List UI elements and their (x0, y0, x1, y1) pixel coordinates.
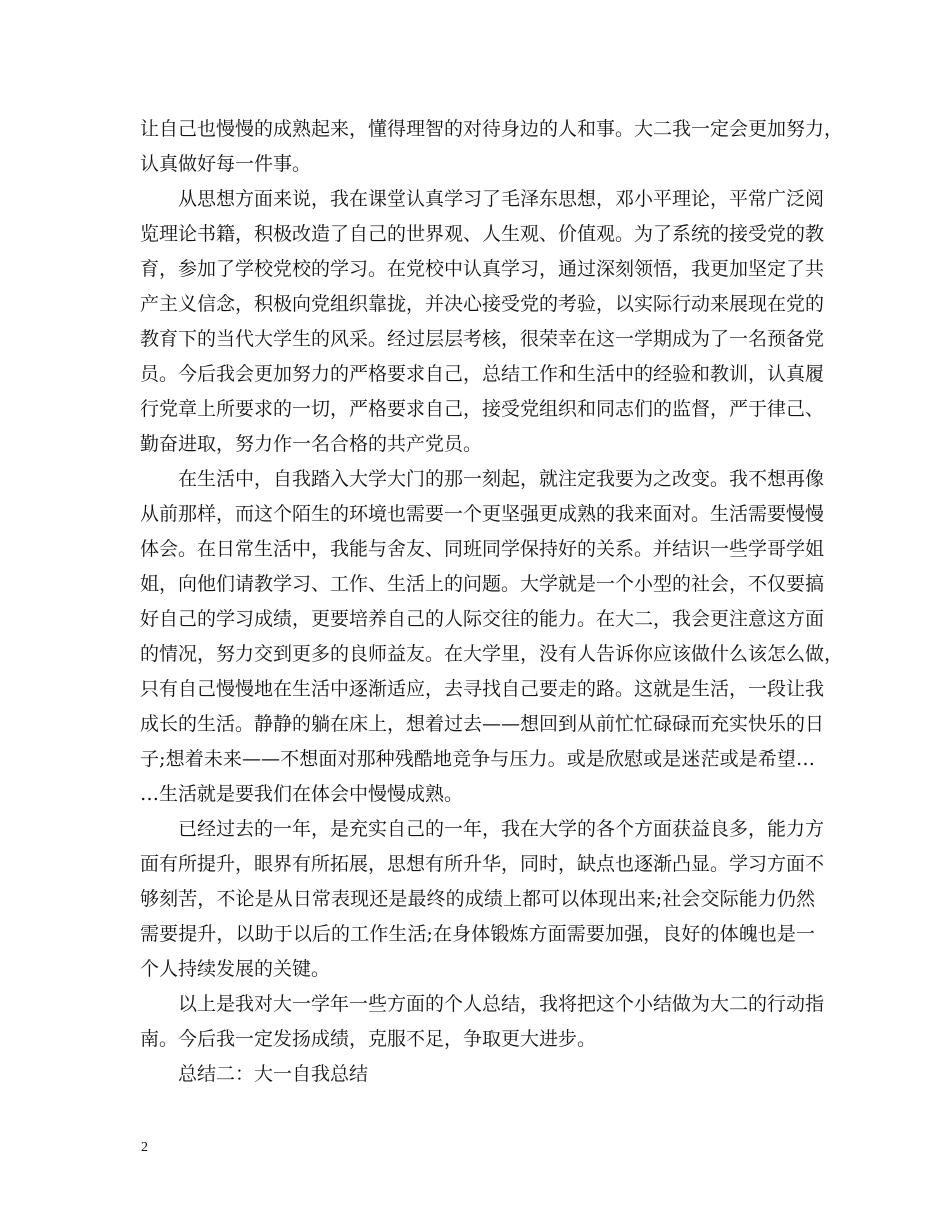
paragraph-start-line: 已经过去的一年，是充实自己的一年，我在大学的各个方面获益良多，能力方 (178, 818, 825, 840)
text-line: 南。今后我一定发扬成绩，克服不足，争取更大进步。 (140, 1028, 597, 1050)
text-line: 的情况，努力交到更多的良师益友。在大学里，没有人告诉你应该做什么该怎么做， (140, 643, 844, 665)
paragraph-start-line: 以上是我对大一学年一些方面的个人总结，我将把这个小结做为大二的行动指 (178, 993, 825, 1015)
text-line: 让自己也慢慢的成熟起来，懂得理智的对待身边的人和事。大二我一定会更加努力， (140, 118, 844, 140)
paragraph-start-line: 在生活中，自我踏入大学大门的那一刻起，就注定我要为之改变。我不想再像 (178, 468, 825, 490)
paragraph-start-line: 从思想方面来说，我在课堂认真学习了毛泽东思想，邓小平理论，平常广泛阅 (178, 188, 825, 210)
document-body (140, 112, 844, 1092)
text-line: 行党章上所要求的一切，严格要求自己，接受党组织和同志们的监督，严于律己、 (140, 398, 825, 420)
text-line: 览理论书籍，积极改造了自己的世界观、人生观、价值观。为了系统的接受党的教 (140, 223, 825, 245)
text-line: 成长的生活。静静的躺在床上，想着过去——想回到从前忙忙碌碌而充实快乐的日 (140, 713, 825, 735)
text-line: …生活就是要我们在体会中慢慢成熟。 (140, 783, 464, 805)
text-line: 面有所提升，眼界有所拓展，思想有所升华，同时，缺点也逐渐凸显。学习方面不 (140, 853, 825, 875)
text-line: 员。今后我会更加努力的严格要求自己，总结工作和生活中的经验和教训，认真履 (140, 363, 825, 385)
text-line: 姐，向他们请教学习、工作、生活上的问题。大学就是一个小型的社会，不仅要搞 (140, 573, 825, 595)
text-line: 体会。在日常生活中，我能与舍友、同班同学保持好的关系。并结识一些学哥学姐 (140, 538, 825, 560)
text-line: 个人持续发展的关键。 (140, 958, 331, 980)
text-line: 需要提升，以助于以后的工作生活;在身体锻炼方面需要加强，良好的体魄也是一 (140, 923, 815, 945)
text-line: 育，参加了学校党校的学习。在党校中认真学习，通过深刻领悟，我更加坚定了共 (140, 258, 825, 280)
text-line: 从前那样，而这个陌生的环境也需要一个更坚强更成熟的我来面对。生活需要慢慢 (140, 503, 825, 525)
text-line: 认真做好每一件事。 (140, 153, 312, 175)
text-line: 产主义信念，积极向党组织靠拢，并决心接受党的考验，以实际行动来展现在党的 (140, 293, 825, 315)
text-line: 够刻苦，不论是从日常表现还是最终的成绩上都可以体现出来;社会交际能力仍然 (140, 888, 815, 910)
section-heading: 总结二：大一自我总结 (178, 1063, 369, 1085)
text-line: 教育下的当代大学生的风采。经过层层考核，很荣幸在这一学期成为了一名预备党 (140, 328, 825, 350)
text-line: 只有自己慢慢地在生活中逐渐适应，去寻找自己要走的路。这就是生活，一段让我 (140, 678, 825, 700)
text-line: 好自己的学习成绩，更要培养自己的人际交往的能力。在大二，我会更注意这方面 (140, 608, 825, 630)
text-line: 子;想着未来——不想面对那种残酷地竞争与压力。或是欣慰或是迷茫或是希望… (140, 748, 815, 770)
page-number: 2 (141, 1140, 148, 1155)
text-line: 勤奋进取，努力作一名合格的共产党员。 (140, 433, 483, 455)
